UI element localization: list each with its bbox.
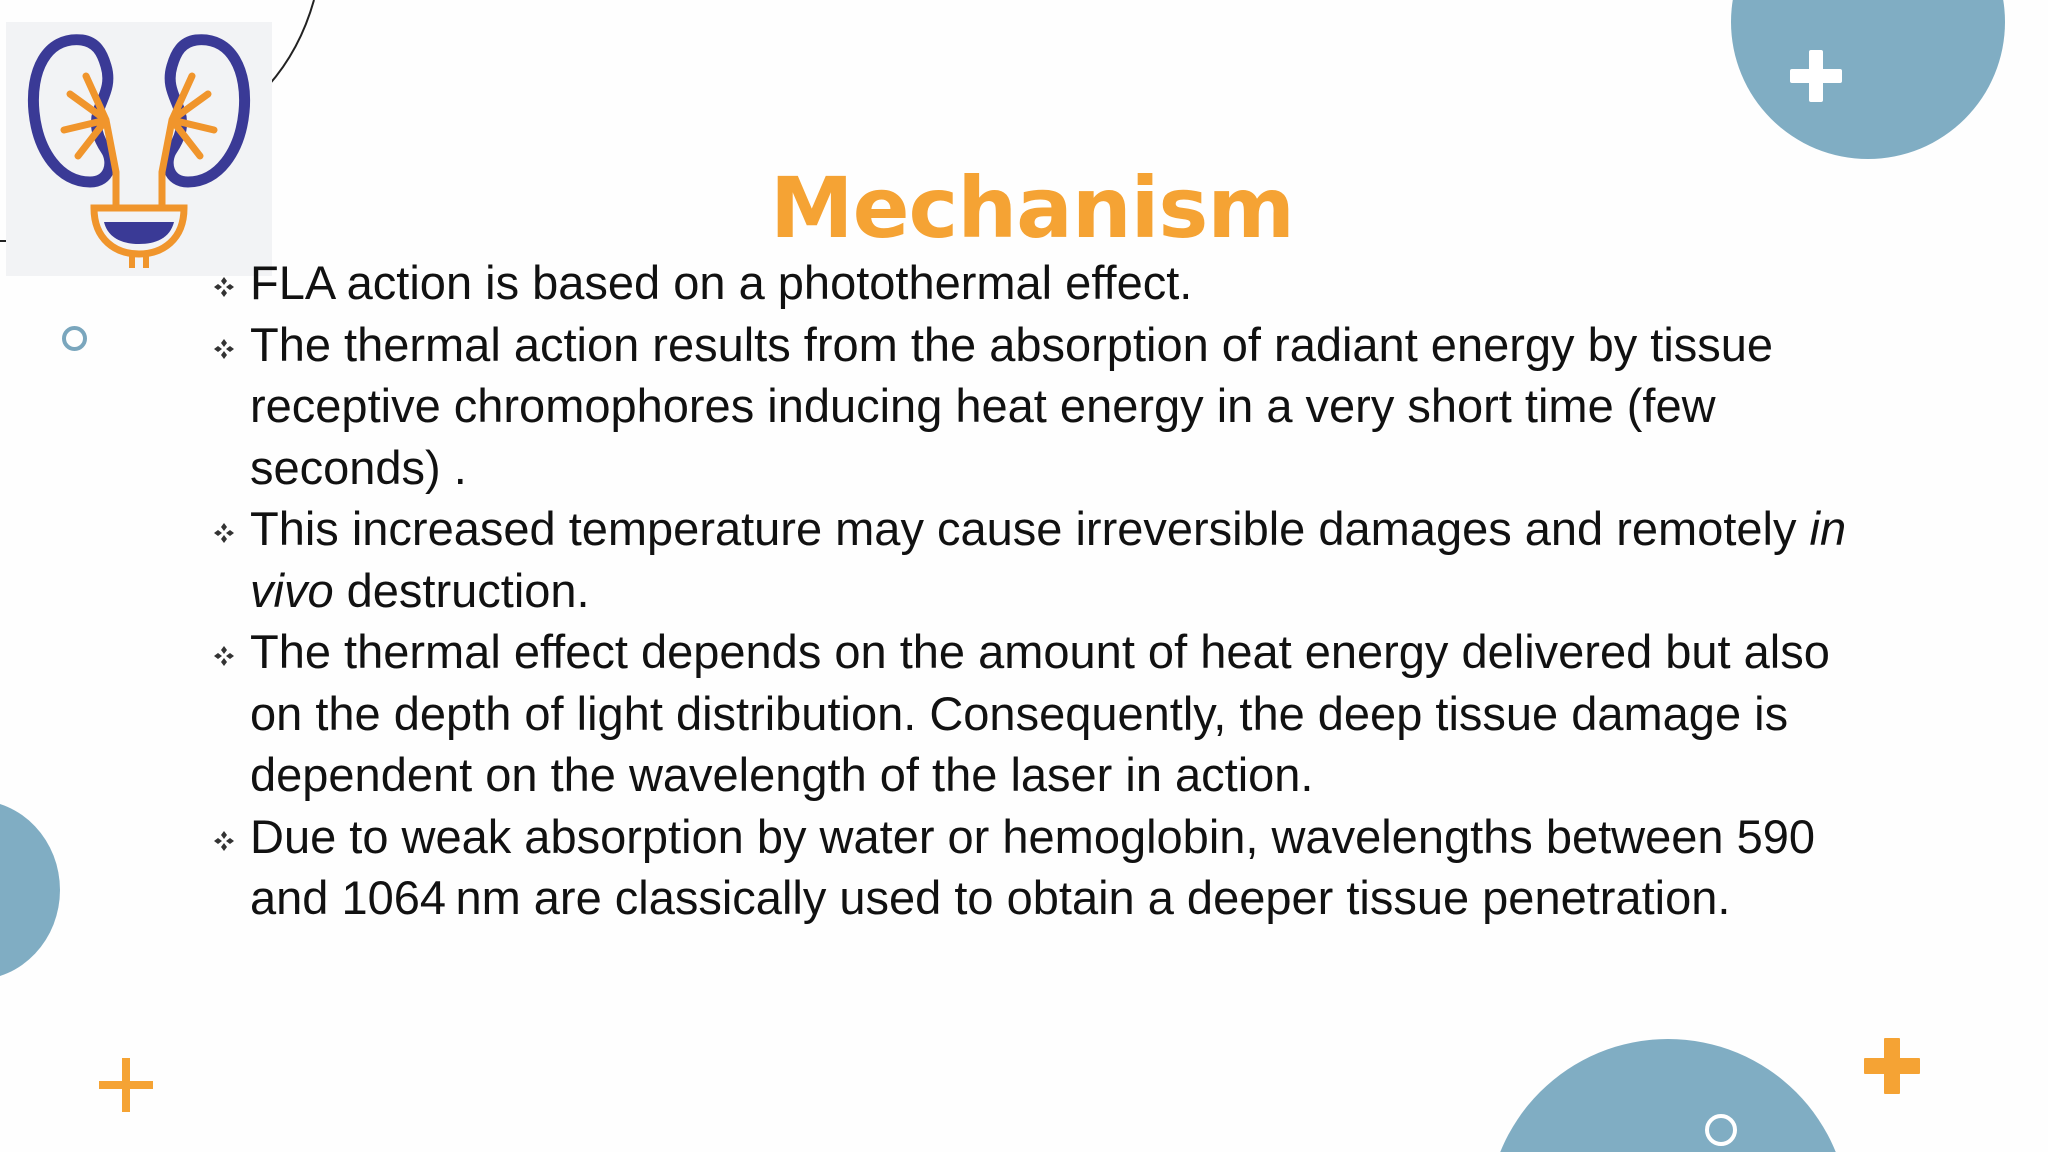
kidney-urinary-system-icon	[6, 22, 272, 276]
ring-icon	[1705, 1114, 1737, 1146]
decorative-circle-top-right	[1731, 0, 2005, 159]
bullet-text: This increased temperature may cause irreversible damages and remotely	[250, 502, 1810, 555]
list-item	[210, 314, 1890, 499]
four-diamond-bullet-icon	[212, 337, 236, 361]
four-diamond-bullet-icon	[212, 829, 236, 853]
list-item	[210, 806, 1890, 929]
plus-icon	[1786, 46, 1846, 106]
plus-icon	[96, 1055, 156, 1115]
ring-icon	[62, 326, 87, 351]
list-item	[210, 621, 1890, 806]
bullet-list	[210, 252, 1890, 929]
decorative-circle-bottom	[1487, 1039, 1849, 1152]
bullet-emphasis: in vivo	[250, 502, 1847, 617]
bullet-text: The thermal action results from the absorption of radiant energy by tissue receptive chromophores inducing heat energy in a very short time (few seconds) .	[250, 317, 1774, 494]
four-diamond-bullet-icon	[212, 521, 236, 545]
plus-icon	[1862, 1036, 1922, 1096]
bullet-text: The thermal effect depends on the amount of heat energy delivered but also on the depth of light distribution. Consequently, the deep tissue damage is dependent on the wavelength of the laser in action.	[250, 625, 1830, 801]
decorative-circle-left	[0, 800, 60, 980]
bullet-text: Due to weak absorption by water or hemoglobin, wavelengths between 590 and 1064 nm are classically used to obtain a deeper tissue penetration.	[250, 809, 1816, 924]
list-item	[210, 252, 1890, 314]
title-container	[770, 158, 1294, 258]
four-diamond-bullet-icon	[212, 275, 236, 299]
bullet-text: FLA action is based on a photothermal effect.	[250, 256, 1193, 309]
list-item	[210, 498, 1890, 621]
four-diamond-bullet-icon	[212, 644, 236, 668]
logo	[6, 22, 272, 276]
bullet-text-end: destruction.	[333, 563, 590, 617]
page-title: Mechanism	[770, 159, 1294, 257]
